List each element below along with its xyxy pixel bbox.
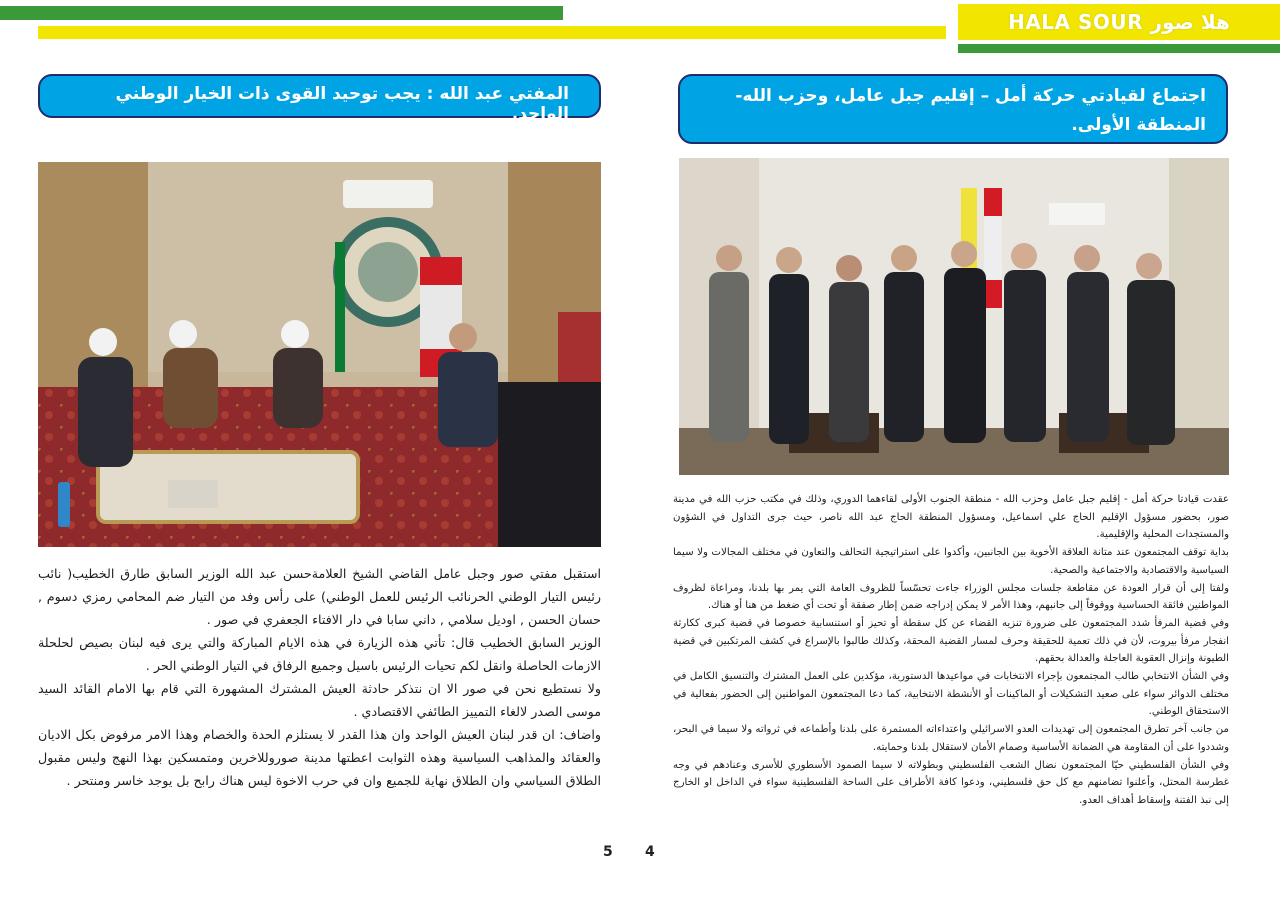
top-green-bar [0, 6, 563, 20]
right-article-photo [679, 158, 1229, 475]
page-number-left: 5 [603, 844, 613, 860]
right-paragraph-3: ولفتا إلى أن قرار العودة عن مقاطعة جلسات مجلس الوزراء جاءت تحسّساً للظروف العامة التي يمر بها بلدنا، ومراعاة لظروف المواطنين فائقة الحساسية ووقوفاً إلى جانبهم، وهذا الأمر لا يمكن إدراجه ضمن إطار صفقة أو تحت أي ضغط من هنا أو هناك. [673, 582, 1229, 612]
right-paragraph-7: وفي الشأن الفلسطيني حيّا المجتمعون نضال الشعب الفلسطيني وبطولاته لا سيما الصمود الأسطوري للأسرى وعنادهم في وجه غطرسة المحتل، وأعلنوا تضامنهم مع كل حق فلسطيني، ودعوا كافة الأطراف على الساحة الفلسطينية سواء في الداخل او الخارج إلى نبذ الفتنة وإسقاط أهداف العدو. [673, 759, 1229, 806]
left-paragraph-4: واضاف: ان قدر لبنان العيش الواحد وان هذا القدر لا يستلزم الحدة والخصام وهذا الامر مرفوض بكل الاديان والعقائد والمذاهب السياسية وهذه الثوابت اعطتها مدينة صوروللاخرين ومتمسكين بهذا النهج وليس مقبول الطلاق السياسي وان الطلاق نهاية للجميع وان في حرب الاخوة ليس هناك رابح بل يوجد خاسر ومنتحر . [38, 727, 601, 788]
right-article-headline: اجتماع لقيادتي حركة أمل – إقليم جبل عامل، وحزب الله- المنطقة الأولى. [678, 74, 1228, 144]
right-article-body [673, 491, 1229, 810]
photo-group-meeting-icon [679, 158, 1229, 475]
left-paragraph-3: ولا نستطيع نحن في صور الا ان نتذكر حادثة العيش المشترك المشهورة التي قام بها الامام القائد السيد موسى الصدر لالغاء التمييز الطائفي الاقتصادي . [38, 681, 601, 719]
left-article-headline: المفتي عبد الله : يجب توحيد القوى ذات الخيار الوطني الواحد. [38, 74, 601, 118]
brand-banner [958, 4, 1280, 40]
left-paragraph-1: استقبل مفتي صور وجبل عامل القاضي الشيخ العلامةحسن عبد الله الوزير السابق طارق الخطيب( نائب رئيس التيار الوطني الحرنائب الرئيس للعمل الوطني) على رأس وفد من التيار ضم المحامي رمزي دسوم , حسان الحسن , اوديل سلامي , داني سابا في دار الافتاء الجعفري في صور . [38, 566, 601, 627]
left-article-photo [38, 162, 601, 547]
right-paragraph-1: عقدت قيادتا حركة أمل - إقليم جبل عامل وحزب الله - منطقة الجنوب الأولى لقاءهما الدوري، وذلك في مكتب حزب الله في مدينة صور، بحضور مسؤول الإقليم الحاج علي اسماعيل، ومسؤول المنطقة الحاج عبد الله ناصر، حيث جرى التداول في الشؤون والمستجدات المحلية والإقليمية. [673, 494, 1229, 541]
right-paragraph-4: وفي قضية المرفأ شدد المجتمعون على ضرورة تنزيه القضاء عن كل سقطة أو تحيز أو استنسابية خصوصا في قضية كبرى ككارثة انفجار مرفأ بيروت، لأن في ذلك تعمية للحقيقة وحرف لمسار القضية المحقة، وكذلك طالبوا بالإسراع في كشف المرتكبين في قضية الطيونة وإنزال العقوبة العاجلة والعدالة بحقهم. [673, 617, 1229, 665]
left-article-body [38, 562, 601, 792]
left-paragraph-2: الوزير السابق الخطيب قال: تأتي هذه الزيارة في هذه الايام المباركة والتي يرى فيه لبنان بصيص لحلحلة الازمات الحاصلة وانقل لكم تحيات الرئيس باسيل وجميع الرفاق في التيار الوطني الحر . [38, 635, 601, 673]
photo-meeting-sheikhs-icon [38, 162, 601, 547]
brand-title: HALA SOUR هلا صور [1008, 10, 1230, 34]
brand-underline-bar [958, 44, 1280, 53]
page-number-right: 4 [645, 844, 655, 860]
top-yellow-bar [38, 26, 946, 39]
right-paragraph-2: بداية توقف المجتمعون عند متانة العلاقة الأخوية بين الجانبين، وأكدوا على استراتيجية التحالف والتعاون في مختلف المجالات ولا سيما السياسية والاقتصادية والاجتماعية والصحية. [673, 547, 1229, 576]
right-paragraph-6: من جانب آخر تطرق المجتمعون إلى تهديدات العدو الاسرائيلي واعتداءاته المستمرة على بلدنا وأطماعه في ثرواته ولا سيما في البحر، وشددوا على أن المقاومة هي الضمانة الأساسية وصمام الأمان لاستقلال بلدنا وحمايته. [673, 724, 1229, 753]
right-paragraph-5: وفي الشأن الانتخابي طالب المجتمعون بإجراء الانتخابات في مواعيدها الدستورية، مؤكدين على العمل المشترك والتنسيق الكامل في مختلف الدوائر سواء على صعيد التشكيلات أو الماكينات أو الأنشطة الانتخابية، كما دعا المجتمعون المواطنين إلى الحضور بفعالية في الاستحقاق الوطني. [673, 671, 1229, 718]
